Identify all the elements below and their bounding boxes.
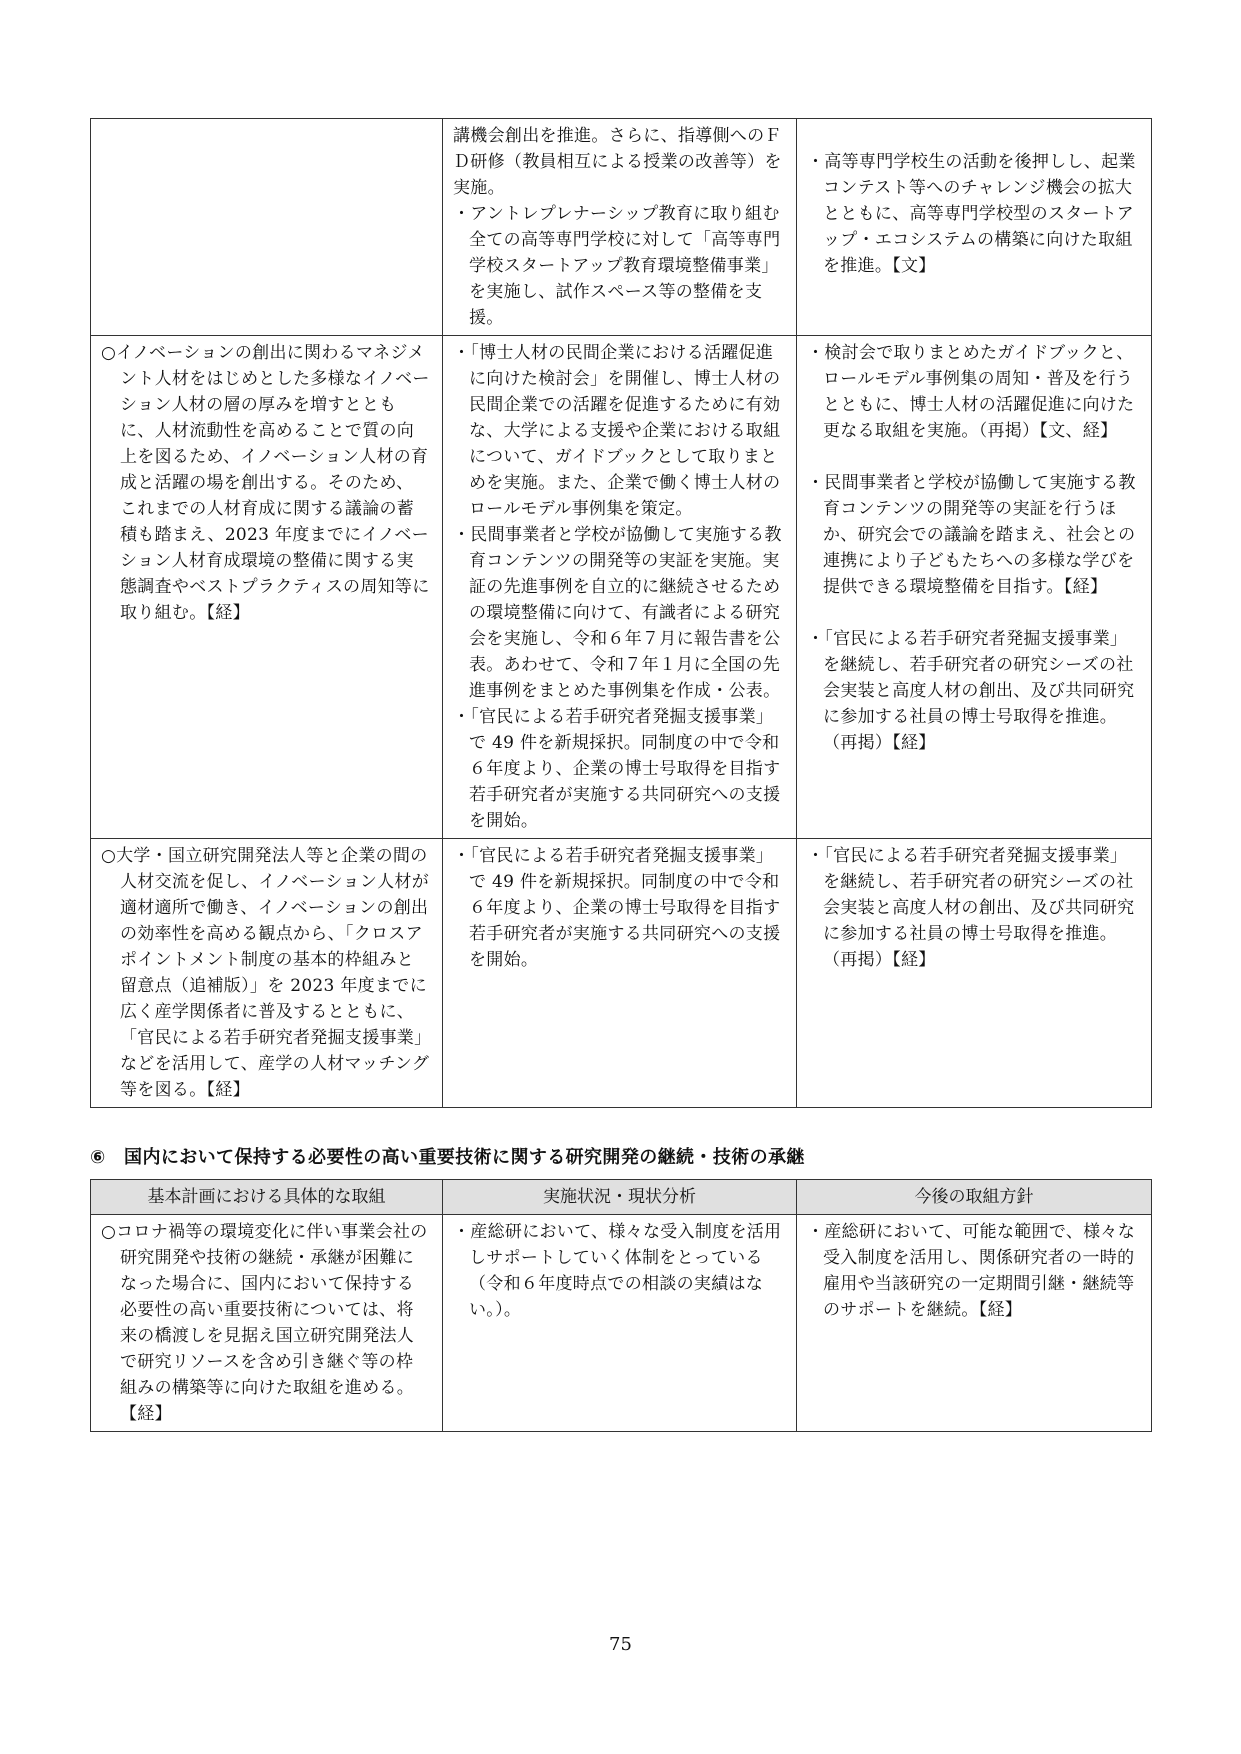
policy-cell [797,839,1152,1108]
bullet-item: ・「官民による若手研究者発掘支援事業」を継続し、若手研究者の研究シーズの社会実装と高度人材の創出、及び共同研究に参加する社員の博士号取得を推進。（再掲）【経】 [807,846,1135,970]
column-header-plan: 基本計画における具体的な取組 [91,1180,443,1215]
status-cell [443,336,797,839]
header-row [91,1180,1152,1215]
bullet-item: ・アントレプレナーシップ教育に取り組む全ての高等専門学校に対して「高等専門学校スタートアップ教育環境整備事業」を実施し、試作スペース等の整備を支援。 [453,204,781,328]
policy-cell [797,336,1152,839]
policy-cell [797,119,1152,336]
page-number: 75 [609,1634,632,1655]
bullet-item: ・高等専門学校生の活動を後押しし、起業コンテスト等へのチャレンジ機会の拡大とともに、高等専門学校型のスタートアップ・エコシステムの構築に向けた取組を推進。【文】 [807,152,1136,276]
spacer [807,600,1139,626]
table-row [91,1215,1152,1432]
plan-item: ○イノベーションの創出に関わるマネジメント人材をはじめとした多様なイノベーション人材の層の厚みを増すとともに、人材流動性を高めることで質の向上を図るため、イノベーション人材の育成と活躍の場を創出する。そのため、これまでの人材育成に関する議論の蓄積も踏まえ、2023 年度までにイノベーション人材育成環境の整備に関する実態調査やベストプラクティスの周知等に取り組む。【経】 [101,343,430,623]
column-header-status: 実施状況・現状分析 [443,1180,797,1215]
continuation-table [90,118,1152,1108]
bullet-item: ・検討会で取りまとめたガイドブックと、ロールモデル事例集の周知・普及を行うとともに、博士人材の活躍促進に向けた更なる取組を実施。（再掲）【文、経】 [807,343,1135,441]
section6-table [90,1179,1152,1432]
table-row [91,336,1152,839]
bullet-item: ・「博士人材の民間企業における活躍促進に向けた検討会」を開催し、博士人材の民間企業での活躍を促進するために有効な、大学による支援や企業における取組について、ガイドブックとして取りまとめを実施。また、企業で働く博士人材のロールモデル事例集を策定。 [453,343,781,519]
section-heading: ⑥ 国内において保持する必要性の高い重要技術に関する研究開発の継続・技術の承継 [90,1147,805,1168]
plan-cell [91,839,443,1108]
bullet-item: ・産総研において、可能な範囲で、様々な受入制度を活用し、関係研究者の一時的雇用や当該研究の一定期間引継・継続等のサポートを継続。【経】 [807,1222,1136,1320]
plan-cell [91,336,443,839]
column-header-policy: 今後の取組方針 [797,1180,1152,1215]
bullet-item: ・民間事業者と学校が協働して実施する教育コンテンツの開発等の実証を行うほか、研究会での議論を踏まえ、社会との連携により子どもたちへの多様な学びを提供できる環境整備を目指す。【経】 [807,473,1136,597]
bullet-item: 講機会創出を推進。さらに、指導側へのＦＤ研修（教員相互による授業の改善等）を実施。 [453,126,782,198]
bullet-item: ・「官民による若手研究者発掘支援事業」で 49 件を新規採択。同制度の中で令和６年度より、企業の博士号取得を目指す若手研究者が実施する共同研究への支援を開始。 [453,707,781,831]
plan-item: ○大学・国立研究開発法人等と企業の間の人材交流を促し、イノベーション人材が適材適所で働き、イノベーションの創出の効率性を高める観点から、「クロスアポイントメント制度の基本的枠組みと留意点（追補版）」を 2023 年度までに広く産学関係者に普及するとともに、「官民による若手研究者発掘支援事業」などを活用して、産学の人材マッチング等を図る。【経】 [101,846,430,1100]
status-cell [443,119,797,336]
status-cell [443,1215,797,1432]
status-cell [443,839,797,1108]
bullet-item: ・「官民による若手研究者発掘支援事業」を継続し、若手研究者の研究シーズの社会実装と高度人材の創出、及び共同研究に参加する社員の博士号取得を推進。（再掲）【経】 [807,629,1135,753]
spacer [807,444,1139,470]
plan-item: ○コロナ禍等の環境変化に伴い事業会社の研究開発や技術の継続・承継が困難になった場合に、国内において保持する必要性の高い重要技術については、将来の橋渡しを見据え国立研究開発法人で研究リソースを含め引き継ぐ等の枠組みの構築等に向けた取組を進める。【経】 [101,1222,428,1424]
bullet-item: ・「官民による若手研究者発掘支援事業」で 49 件を新規採択。同制度の中で令和６年度より、企業の博士号取得を目指す若手研究者が実施する共同研究への支援を開始。 [453,846,781,970]
bullet-item: ・民間事業者と学校が協働して実施する教育コンテンツの開発等の実証を実施。実証の先進事例を自立的に継続させるための環境整備に向けて、有識者による研究会を実施し、令和６年７月に報告書を公表。あわせて、令和７年１月に全国の先進事例をまとめた事例集を作成・公表。 [453,525,782,701]
spacer [807,123,1139,149]
plan-cell [91,1215,443,1432]
table-row [91,119,1152,336]
policy-cell [797,1215,1152,1432]
bullet-item: ・産総研において、様々な受入制度を活用しサポートしていく体制をとっている（令和６年度時点での相談の実績はない。）。 [453,1222,782,1320]
table-row [91,839,1152,1108]
plan-cell [91,119,443,336]
